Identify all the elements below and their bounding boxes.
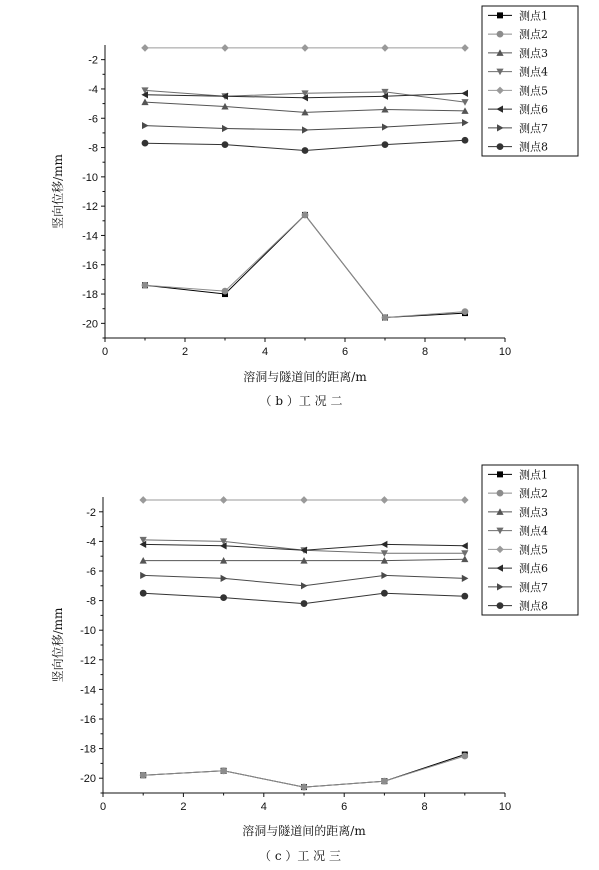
data-point xyxy=(381,541,388,548)
data-point xyxy=(462,575,469,582)
legend-marker xyxy=(497,602,504,609)
x-tick-label: 10 xyxy=(498,346,512,358)
data-point xyxy=(221,44,229,52)
legend xyxy=(482,6,578,156)
y-tick-label: -2 xyxy=(86,506,96,519)
data-point xyxy=(381,496,389,504)
legend xyxy=(482,465,578,615)
data-point xyxy=(141,44,149,52)
legend-label: 测点7 xyxy=(519,121,548,135)
legend-label: 测点2 xyxy=(519,28,548,42)
legend-label: 测点6 xyxy=(519,562,548,576)
x-tick-label: 4 xyxy=(260,801,267,813)
y-tick-label: -6 xyxy=(88,113,98,126)
data-point xyxy=(462,119,469,126)
data-point xyxy=(462,137,469,144)
x-tick-label: 0 xyxy=(99,801,107,813)
data-point xyxy=(222,288,229,295)
series-7 xyxy=(140,572,468,590)
y-tick-label: -12 xyxy=(82,201,98,214)
x-tick-label: 10 xyxy=(498,801,512,813)
x-tick-label: 6 xyxy=(341,801,348,813)
data-point xyxy=(220,767,227,774)
data-point xyxy=(301,44,309,52)
data-point xyxy=(300,496,308,504)
y-axis-title: 竖向位移/mm xyxy=(51,607,65,683)
x-tick-label: 0 xyxy=(101,346,109,358)
series-4 xyxy=(140,537,469,557)
series-8 xyxy=(142,137,469,154)
data-point xyxy=(302,212,309,219)
series-line xyxy=(145,215,465,318)
data-point xyxy=(140,572,147,579)
series-3 xyxy=(141,99,468,116)
data-point xyxy=(140,772,147,779)
legend-label: 测点5 xyxy=(519,543,548,557)
legend-label: 测点2 xyxy=(519,487,548,501)
data-point xyxy=(301,582,308,589)
data-point xyxy=(381,572,388,579)
figure-caption: （ b ）工 况 二 xyxy=(259,394,343,408)
y-tick-label: -20 xyxy=(82,318,98,331)
series-8 xyxy=(140,590,468,607)
y-tick-label: -14 xyxy=(80,684,96,697)
data-point xyxy=(461,542,468,549)
data-point xyxy=(142,140,149,147)
y-tick-label: -4 xyxy=(86,536,96,549)
x-tick-label: 6 xyxy=(341,346,349,358)
legend-label: 测点6 xyxy=(519,103,548,117)
data-point xyxy=(302,147,309,154)
y-tick-label: -18 xyxy=(82,289,98,302)
y-tick-label: -2 xyxy=(88,54,98,67)
series-5 xyxy=(141,44,469,52)
x-axis-title: 溶洞与隧道间的距离/m xyxy=(243,370,367,384)
legend-label: 测点8 xyxy=(519,140,548,154)
y-tick-label: -18 xyxy=(80,743,96,756)
y-tick-label: -14 xyxy=(82,230,98,243)
legend-label: 测点8 xyxy=(519,599,548,613)
x-tick-label: 8 xyxy=(421,346,429,358)
legend-marker xyxy=(497,31,504,38)
data-point xyxy=(461,44,469,52)
data-point xyxy=(461,593,468,600)
x-tick-label: 2 xyxy=(180,801,187,813)
y-tick-label: -16 xyxy=(80,714,96,726)
x-tick-label: 8 xyxy=(421,801,428,813)
y-tick-label: -10 xyxy=(80,625,96,638)
series-line xyxy=(145,215,465,318)
data-point xyxy=(461,496,469,504)
data-point xyxy=(382,141,389,148)
data-point xyxy=(461,753,468,760)
y-tick-label: -8 xyxy=(88,142,98,155)
data-point xyxy=(220,496,228,504)
data-point xyxy=(142,122,149,129)
series-line xyxy=(143,756,465,787)
legend-label: 测点5 xyxy=(519,84,548,98)
data-point xyxy=(381,44,389,52)
data-point xyxy=(382,314,389,321)
data-point xyxy=(301,600,308,607)
data-point xyxy=(222,125,229,132)
data-point xyxy=(461,90,468,97)
data-point xyxy=(142,282,149,289)
data-point xyxy=(381,590,388,597)
chart-working-condition-3 xyxy=(50,465,578,863)
chart-working-condition-2 xyxy=(50,6,578,408)
data-point xyxy=(302,126,309,133)
legend-label: 测点4 xyxy=(519,524,548,538)
data-point xyxy=(140,590,147,597)
y-tick-label: -4 xyxy=(88,83,98,96)
legend-label: 测点4 xyxy=(519,65,548,79)
y-tick-label: -20 xyxy=(80,773,96,786)
data-point xyxy=(381,778,388,785)
series-3 xyxy=(140,556,469,564)
legend-marker xyxy=(497,490,504,497)
legend-label: 测点7 xyxy=(519,580,548,594)
series-7 xyxy=(142,119,469,134)
legend-label: 测点3 xyxy=(519,46,548,60)
y-tick-label: -10 xyxy=(82,171,98,184)
legend-label: 测点3 xyxy=(519,505,548,519)
data-point xyxy=(462,308,469,315)
figure-caption: （ c ）工 况 三 xyxy=(259,849,341,863)
data-point xyxy=(382,123,389,130)
legend-label: 测点1 xyxy=(519,468,548,482)
data-point xyxy=(220,594,227,601)
y-tick-label: -16 xyxy=(82,259,98,272)
legend-marker xyxy=(497,471,503,477)
x-tick-label: 2 xyxy=(181,346,189,358)
legend-marker xyxy=(497,12,503,18)
data-point xyxy=(221,575,228,582)
series-1 xyxy=(142,212,468,321)
y-tick-label: -12 xyxy=(80,654,96,667)
legend-marker xyxy=(497,143,504,150)
data-point xyxy=(222,141,229,148)
series-5 xyxy=(139,496,468,504)
legend-label: 测点1 xyxy=(519,9,548,23)
y-tick-label: -6 xyxy=(86,566,96,578)
series-2 xyxy=(140,753,468,791)
data-point xyxy=(301,784,308,791)
y-tick-label: -8 xyxy=(86,595,96,608)
series-2 xyxy=(142,212,469,321)
x-tick-label: 4 xyxy=(261,346,269,358)
data-point xyxy=(461,99,468,106)
x-axis-title: 溶洞与隧道间的距离/m xyxy=(242,824,366,838)
y-axis-title: 竖向位移/mm xyxy=(51,154,65,229)
data-point xyxy=(139,496,147,504)
